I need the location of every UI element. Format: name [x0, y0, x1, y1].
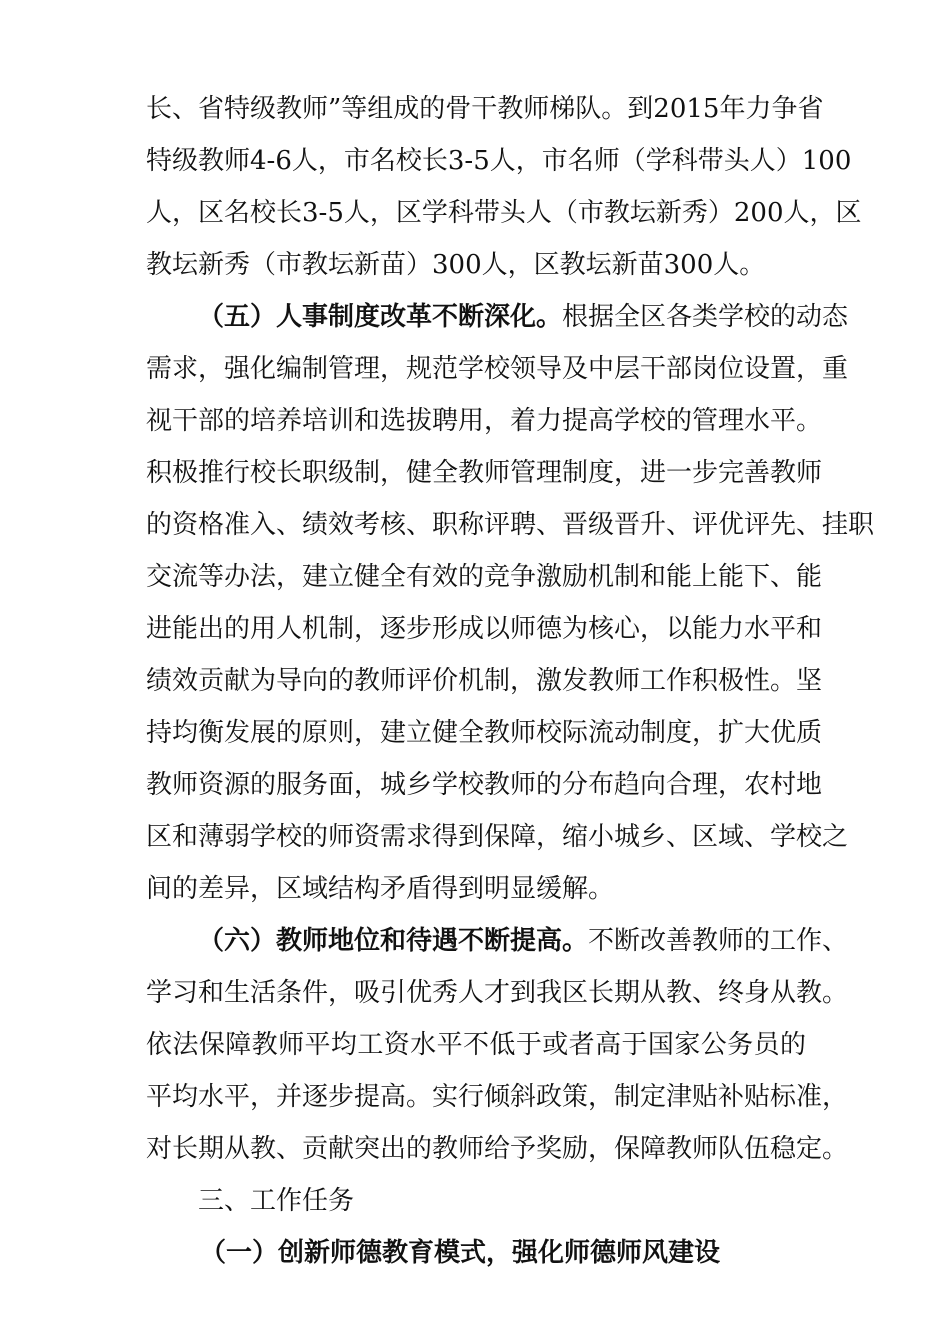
paragraph-2-line-8: 绩效贡献为导向的教师评价机制，激发教师工作积极性。坚	[146, 666, 823, 696]
paragraph-1-line-2: 特级教师4-6人，市名校长3-5人，市名师（学科带头人）100	[146, 146, 852, 176]
paragraph-2-line-1	[198, 297, 849, 337]
paragraph-3-line-2: 学习和生活条件，吸引优秀人才到我区长期从教、终身从教。	[146, 978, 849, 1008]
paragraph-2-line-5: 的资格准入、绩效考核、职称评聘、晋级晋升、评优评先、挂职	[146, 510, 875, 540]
paragraph-2-heading: （五）人事制度改革不断深化。	[198, 302, 563, 332]
paragraph-2-line-10: 教师资源的服务面，城乡学校教师的分布趋向合理，农村地	[146, 770, 823, 800]
sub-heading: （一）创新师德教育模式，强化师德师风建设	[200, 1238, 721, 1268]
paragraph-1-line-4: 教坛新秀（市教坛新苗）300人，区教坛新苗300人。	[146, 250, 766, 280]
paragraph-2-line-11: 区和薄弱学校的师资需求得到保障，缩小城乡、区域、学校之	[146, 822, 849, 852]
paragraph-3-line-4: 平均水平，并逐步提高。实行倾斜政策，制定津贴补贴标准，	[146, 1082, 849, 1112]
paragraph-2-first-line-text: 根据全区各类学校的动态	[562, 302, 849, 332]
paragraph-2-line-4: 积极推行校长职级制，健全教师管理制度，进一步完善教师	[146, 458, 823, 488]
paragraph-3-line-1	[198, 921, 849, 961]
paragraph-3-line-3: 依法保障教师平均工资水平不低于或者高于国家公务员的	[146, 1030, 806, 1060]
paragraph-2-line-2: 需求，强化编制管理，规范学校领导及中层干部岗位设置，重	[146, 354, 849, 384]
paragraph-2-line-12: 间的差异，区域结构矛盾得到明显缓解。	[146, 874, 615, 904]
paragraph-2-line-9: 持均衡发展的原则，建立健全教师校际流动制度，扩大优质	[146, 718, 823, 748]
paragraph-1-line-1: 长、省特级教师”等组成的骨干教师梯队。到2015年力争省	[146, 94, 824, 124]
paragraph-3-line-5: 对长期从教、贡献突出的教师给予奖励，保障教师队伍稳定。	[146, 1134, 849, 1164]
paragraph-2-line-6: 交流等办法，建立健全有效的竞争激励机制和能上能下、能	[146, 562, 823, 592]
paragraph-1-line-3: 人，区名校长3-5人，区学科带头人（市教坛新秀）200人，区	[146, 198, 862, 228]
paragraph-3-first-line-text: 不断改善教师的工作、	[588, 926, 849, 956]
paragraph-2-line-7: 进能出的用人机制，逐步形成以师德为核心，以能力水平和	[146, 614, 823, 644]
paragraph-2-line-3: 视干部的培养培训和选拔聘用，着力提高学校的管理水平。	[146, 406, 823, 436]
paragraph-3-heading: （六）教师地位和待遇不断提高。	[198, 926, 589, 956]
section-heading: 三、工作任务	[198, 1186, 355, 1216]
